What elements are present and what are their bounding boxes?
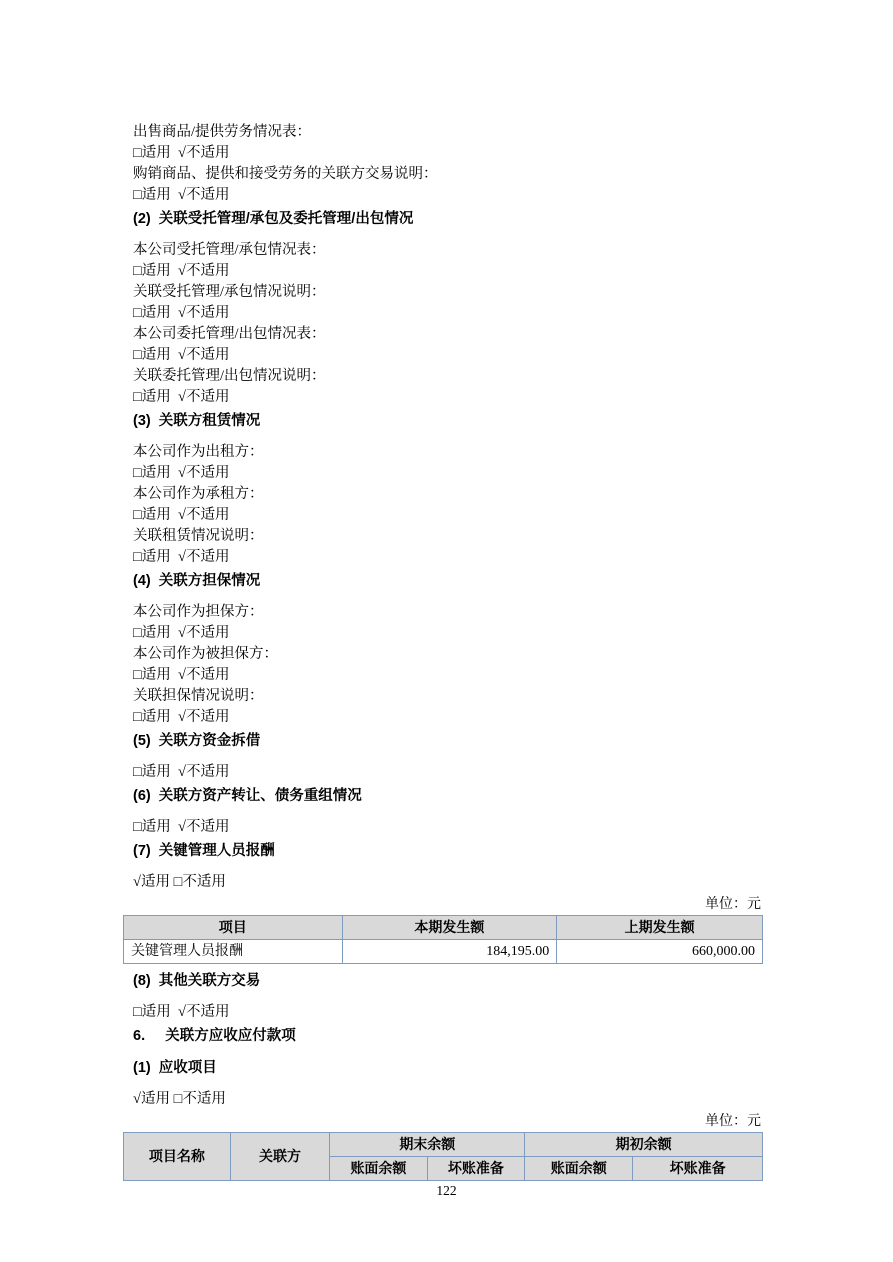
text-line: 本公司作为出租方： xyxy=(133,444,264,460)
applicability-check: □适用 √不适用 xyxy=(133,549,230,565)
section-heading: (1) 应收项目 xyxy=(133,1060,217,1076)
table-header-row xyxy=(124,916,763,940)
key-management-compensation-table xyxy=(123,915,763,964)
applicability-check: □适用 √不适用 xyxy=(133,1004,230,1020)
table-header-cell: 上期发生额 xyxy=(557,916,763,940)
related-party-receivables-table xyxy=(123,1132,763,1181)
page-number: 122 xyxy=(436,1183,457,1198)
applicability-check: □适用 √不适用 xyxy=(133,263,230,279)
text-line: 本公司作为承租方： xyxy=(133,486,264,502)
applicability-check: □适用 √不适用 xyxy=(133,507,230,523)
text-line: 本公司受托管理/承包情况表： xyxy=(133,242,326,258)
section-heading: (6) 关联方资产转让、债务重组情况 xyxy=(133,788,362,804)
text-line: 购销商品、提供和接受劳务的关联方交易说明： xyxy=(133,166,438,182)
applicability-check: √适用 □不适用 xyxy=(133,1091,226,1107)
table-cell: 660,000.00 xyxy=(557,940,763,964)
applicability-check: □适用 √不适用 xyxy=(133,764,230,780)
section-heading: (3) 关联方租赁情况 xyxy=(133,413,261,429)
table-header-cell: 项目 xyxy=(124,916,343,940)
applicability-check: □适用 √不适用 xyxy=(133,819,230,835)
text-line: 关联担保情况说明： xyxy=(133,688,264,704)
table-header-cell: 期末余额 xyxy=(330,1133,525,1157)
page-footer xyxy=(0,1181,893,1201)
table-header-cell: 坏账准备 xyxy=(427,1157,525,1181)
unit-label: 单位：元 xyxy=(705,897,761,912)
applicability-check: □适用 √不适用 xyxy=(133,389,230,405)
text-line: 本公司委托管理/出包情况表： xyxy=(133,326,326,342)
table-header-cell: 账面余额 xyxy=(330,1157,427,1181)
table-header-cell: 账面余额 xyxy=(525,1157,633,1181)
applicability-check: □适用 √不适用 xyxy=(133,709,230,725)
applicability-check: □适用 √不适用 xyxy=(133,187,230,203)
table-cell: 关键管理人员报酬 xyxy=(124,940,343,964)
table-row xyxy=(124,940,763,964)
text-line: 关联受托管理/承包情况说明： xyxy=(133,284,326,300)
table-header-cell: 本期发生额 xyxy=(342,916,557,940)
table-header-cell: 坏账准备 xyxy=(633,1157,763,1181)
text-line: 关联租赁情况说明： xyxy=(133,528,264,544)
table-cell: 184,195.00 xyxy=(342,940,557,964)
applicability-check: □适用 √不适用 xyxy=(133,347,230,363)
table-header-cell: 期初余额 xyxy=(525,1133,763,1157)
section-heading: (7) 关键管理人员报酬 xyxy=(133,843,275,859)
section-heading: (5) 关联方资金拆借 xyxy=(133,733,261,749)
applicability-check: □适用 √不适用 xyxy=(133,625,230,641)
applicability-check: √适用 □不适用 xyxy=(133,874,226,890)
table-header-cell: 项目名称 xyxy=(124,1133,231,1181)
text-line: 关联委托管理/出包情况说明： xyxy=(133,368,326,384)
applicability-check: □适用 √不适用 xyxy=(133,667,230,683)
table-header-cell: 关联方 xyxy=(230,1133,330,1181)
section-heading: (4) 关联方担保情况 xyxy=(133,573,261,589)
applicability-check: □适用 √不适用 xyxy=(133,465,230,481)
table-header-row xyxy=(124,1133,763,1157)
text-line: 本公司作为担保方： xyxy=(133,604,264,620)
applicability-check: □适用 √不适用 xyxy=(133,305,230,321)
section-heading: (2) 关联受托管理/承包及委托管理/出包情况 xyxy=(133,211,414,227)
unit-label: 单位：元 xyxy=(705,1114,761,1129)
text-line: 出售商品/提供劳务情况表： xyxy=(133,124,312,140)
text-line: 本公司作为被担保方： xyxy=(133,646,278,662)
applicability-check: □适用 √不适用 xyxy=(133,145,230,161)
section-heading: (8) 其他关联方交易 xyxy=(133,973,261,989)
document-content xyxy=(123,122,763,1187)
section-heading: 6. 关联方应收应付款项 xyxy=(133,1028,296,1044)
